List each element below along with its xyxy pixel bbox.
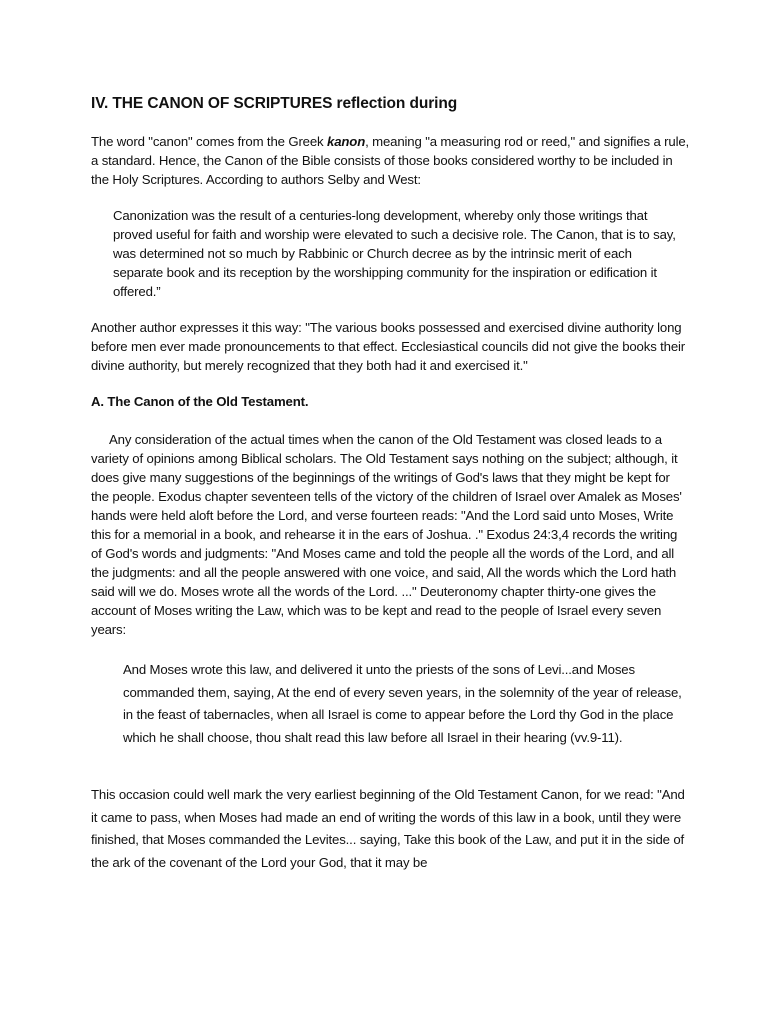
deuteronomy-quote: And Moses wrote this law, and delivered it unto the priests of the sons of Levi...and Moses commanded them, saying, At the end of every seven years, in the solemnity of the year of release, in the feast of tabernacles, when all Israel is come to appear before the Lord thy God in the place which he shall choose, thou shalt read this law before all Israel in their hearing (vv.9-11). — [123, 662, 682, 745]
intro-text-before: The word "canon" comes from the Greek — [91, 134, 328, 149]
page-title: IV. THE CANON OF SCRIPTURES reflection during — [91, 95, 458, 112]
intro-text-after: , meaning "a measuring rod or reed," and signifies a rule, a standard. Hence, the Canon of the Bible consists of those books considered worthy to be included in the Holy Scriptures. According to authors Selby and West: — [91, 134, 690, 187]
kanon-term: kanon — [327, 134, 366, 149]
section-a-heading: A. The Canon of the Old Testament. — [91, 394, 309, 409]
old-testament-paragraph: Any consideration of the actual times when the canon of the Old Testament was closed leads to a variety of opinions among Biblical scholars. The Old Testament says nothing on the subject; although, it does give many suggestions of the beginnings of the writings of God's laws that they might be kept for the people. Exodus chapter seventeen tells of the victory of the children of Israel over Amalek as Moses' hands were held aloft before the Lord, and verse fourteen reads: "And the Lord said unto Moses, Write this for a memorial in a book, and rehearse it in the ears of Joshua. ." Exodus 24:3,4 records the writing of God's words and judgments: "And Moses came and told the people all the words of the Lord, and all the judgments: and all the people answered with one voice, and said, All the words which the Lord hath said will we do. Moses wrote all the words of the Lord. ..." Deuteronomy chapter thirty-one gives the account of Moses writing the Law, which was to be kept and read to the people of Israel every seven years: — [91, 432, 682, 637]
selby-west-quote: Canonization was the result of a centuries-long development, whereby only those writings that proved useful for faith and worship were elevated to such a decisive role. The Canon, that is to say, was determined not so much by Rabbinic or Church decree as by the intrinsic merit of each separate book and its reception by the worshipping community for the inspiration or edification it offered.” — [113, 208, 676, 299]
document-content — [91, 93, 691, 874]
intro-paragraph — [91, 132, 691, 189]
occasion-paragraph: This occasion could well mark the very earliest beginning of the Old Testament Canon, for we read: "And it came to pass, when Moses had made an end of writing the words of this law in a book, until they were finished, that Moses commanded the Levites... saying, Take this book of the Law, and put it in the side of the ark of the covenant of the Lord your God, that it may be — [91, 787, 685, 870]
another-author-paragraph: Another author expresses it this way: "The various books possessed and exercised divine authority long before men ever made pronouncements to that effect. Ecclesiastical councils did not give the books their divine authority, but merely recognized that they both had it and exercised it." — [91, 320, 686, 373]
